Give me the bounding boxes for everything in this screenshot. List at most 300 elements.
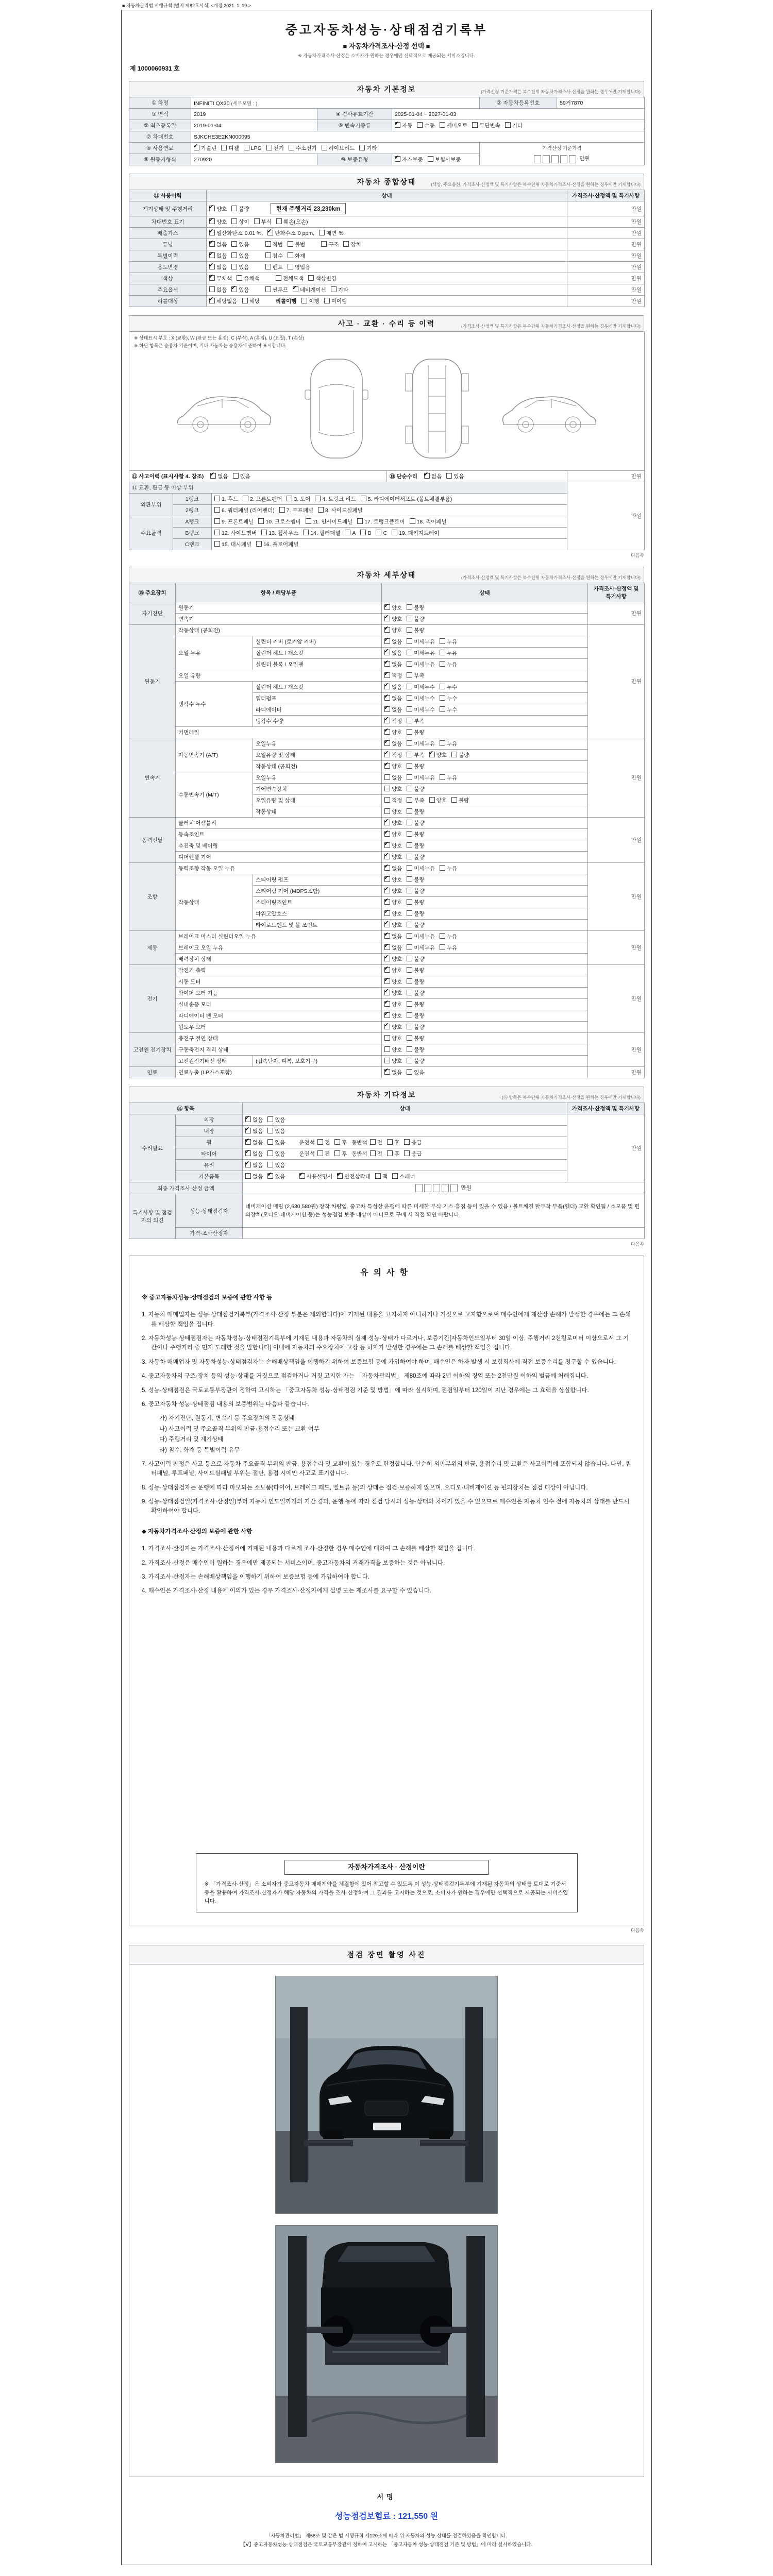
checkbox-option — [242, 297, 260, 305]
checkbox[interactable] — [429, 752, 435, 757]
checkbox-option — [209, 286, 227, 294]
checkbox[interactable] — [288, 252, 293, 258]
checkbox-label: 침수 — [272, 253, 283, 259]
checkbox[interactable] — [384, 672, 390, 678]
price-cell: 만원 — [567, 250, 645, 262]
checkbox[interactable] — [407, 854, 412, 859]
checkbox[interactable] — [384, 1058, 390, 1063]
checkbox[interactable] — [384, 616, 390, 621]
checkbox[interactable] — [384, 706, 390, 712]
checkbox[interactable] — [440, 740, 445, 746]
amount-digit-box — [433, 1184, 440, 1192]
checkbox[interactable] — [392, 1173, 398, 1179]
checkbox[interactable] — [407, 786, 412, 791]
col-state: 상태 — [382, 583, 588, 602]
checkbox[interactable] — [261, 530, 267, 535]
checkbox[interactable] — [384, 967, 390, 973]
checkbox[interactable] — [245, 1116, 251, 1122]
checkbox[interactable] — [244, 145, 249, 150]
checkbox[interactable] — [375, 1173, 381, 1179]
checkbox[interactable] — [384, 695, 390, 701]
col-price: 가격조사·산정액 및 특기사항 — [567, 190, 645, 201]
car-name-value — [191, 97, 480, 109]
misc-row — [129, 1126, 645, 1137]
checkbox[interactable] — [233, 473, 239, 479]
checkbox[interactable] — [429, 797, 435, 803]
checkbox[interactable] — [407, 808, 412, 814]
checkbox-option — [407, 774, 435, 782]
checkbox[interactable] — [318, 507, 324, 513]
price-cell: 만원 — [588, 965, 645, 1033]
notice-item: 3. 자동차 매매업자 및 자동차성능·상태점검자는 손해배상책임을 이행하기 위하여 보증보험 등에 가입하여야 하며, 매수인은 하자 발생 시 보험회사에 직접 보증수리를 청구할 수 있습니다. — [142, 1359, 616, 1365]
checkbox[interactable] — [245, 1128, 251, 1133]
checkbox[interactable] — [265, 241, 271, 247]
checkbox[interactable] — [407, 820, 412, 825]
checkbox-option — [440, 933, 457, 940]
checkbox[interactable] — [384, 933, 390, 939]
base-price-label: 가격산정 기준가격 — [542, 146, 582, 152]
checkbox[interactable] — [231, 252, 237, 258]
option-group-label: 운전석 — [299, 1151, 315, 1157]
checkbox[interactable] — [384, 774, 390, 780]
checkbox[interactable] — [384, 956, 390, 961]
checkbox-option — [337, 1173, 371, 1180]
checkbox[interactable] — [407, 876, 412, 882]
checkbox[interactable] — [384, 865, 390, 871]
checkbox[interactable] — [407, 933, 412, 939]
checkbox-option — [384, 1001, 402, 1008]
checkbox-option — [276, 218, 308, 226]
checkbox[interactable] — [407, 638, 412, 644]
checkbox[interactable] — [337, 1173, 343, 1179]
checkbox[interactable] — [440, 933, 445, 939]
checkbox-label: 미세누수 — [414, 684, 435, 690]
car-side-right-diagram — [499, 378, 602, 440]
checkbox[interactable] — [267, 1128, 273, 1133]
checkbox[interactable] — [384, 797, 390, 803]
checkbox[interactable] — [360, 530, 366, 535]
row-state — [382, 976, 588, 988]
checkbox[interactable] — [505, 122, 511, 128]
checkbox[interactable] — [384, 638, 390, 644]
checkbox[interactable] — [384, 842, 390, 848]
checkbox[interactable] — [265, 252, 271, 258]
checkbox[interactable] — [306, 518, 311, 524]
checkbox[interactable] — [428, 156, 433, 162]
checkbox[interactable] — [407, 967, 412, 973]
subitem-label: 실린더 커버 (로커암 커버) — [253, 636, 382, 648]
checkbox[interactable] — [370, 1139, 376, 1145]
checkbox[interactable] — [289, 145, 294, 150]
checkbox[interactable] — [440, 944, 445, 950]
checkbox[interactable] — [451, 752, 457, 757]
checkbox[interactable] — [194, 145, 199, 150]
checkbox[interactable] — [370, 1150, 376, 1156]
checkbox[interactable] — [407, 604, 412, 610]
checkbox[interactable] — [243, 496, 248, 501]
checkbox[interactable] — [301, 298, 307, 303]
checkbox[interactable] — [334, 1139, 340, 1145]
checkbox[interactable] — [214, 530, 220, 535]
checkbox[interactable] — [267, 1162, 273, 1167]
checkbox[interactable] — [384, 831, 390, 837]
checkbox[interactable] — [407, 672, 412, 678]
checkbox[interactable] — [440, 684, 445, 689]
checkbox[interactable] — [407, 1069, 412, 1075]
checkbox-label: 10. 크로스멤버 — [265, 519, 301, 525]
checkbox[interactable] — [317, 1139, 323, 1145]
checkbox[interactable] — [407, 910, 412, 916]
checkbox-label: 사용설명서 — [306, 1174, 333, 1180]
checkbox[interactable] — [209, 230, 215, 235]
checkbox-option — [407, 728, 424, 736]
checkbox[interactable] — [209, 241, 215, 247]
checkbox[interactable] — [440, 865, 445, 871]
checkbox[interactable] — [384, 763, 390, 769]
checkbox-label: 없음 — [392, 945, 402, 951]
inspection-photo-underbody — [275, 2225, 498, 2463]
checkbox[interactable] — [276, 275, 281, 281]
checkbox-label: 없음 — [253, 1117, 263, 1123]
check-group — [265, 263, 315, 271]
checkbox-option — [407, 1069, 424, 1076]
checkbox[interactable] — [387, 1139, 393, 1145]
checkbox[interactable] — [209, 252, 215, 258]
checkbox[interactable] — [440, 774, 445, 780]
checkbox[interactable] — [407, 627, 412, 633]
checkbox-option — [440, 638, 457, 646]
checkbox[interactable] — [245, 1150, 251, 1156]
checkbox[interactable] — [407, 774, 412, 780]
checkbox[interactable] — [451, 797, 457, 803]
checkbox[interactable] — [407, 616, 412, 621]
checkbox[interactable] — [440, 638, 445, 644]
checkbox-label: 매연 — [326, 230, 337, 236]
checkbox-option — [407, 683, 435, 691]
checkbox[interactable] — [384, 876, 390, 882]
checkbox[interactable] — [334, 1150, 340, 1156]
checkbox[interactable] — [384, 718, 390, 723]
checkbox-option — [384, 887, 402, 895]
checkbox[interactable] — [287, 496, 292, 501]
checkbox[interactable] — [315, 496, 321, 501]
checkbox[interactable] — [424, 473, 430, 479]
checkbox[interactable] — [214, 518, 220, 524]
checkbox[interactable] — [210, 473, 216, 479]
checkbox[interactable] — [384, 627, 390, 633]
checkbox[interactable] — [209, 286, 215, 292]
checkbox[interactable] — [361, 496, 366, 501]
checkbox-option — [384, 626, 402, 634]
checkbox[interactable] — [303, 530, 309, 535]
checkbox[interactable] — [440, 695, 445, 701]
accident-history-header — [129, 315, 644, 331]
checkbox[interactable] — [440, 661, 445, 667]
checkbox[interactable] — [237, 275, 242, 281]
checkbox[interactable] — [384, 888, 390, 893]
checkbox[interactable] — [407, 944, 412, 950]
checkbox[interactable] — [384, 1024, 390, 1029]
checkbox[interactable] — [407, 842, 412, 848]
detail-row — [129, 942, 645, 954]
notice-item: 1. 가격조사·산정자는 가격조사·산정서에 기재된 내용과 다르게 조사·산정한 경우 매수인에 대하여 그 손해를 배상할 책임을 집니다. — [142, 1546, 475, 1552]
checkbox[interactable] — [322, 145, 327, 150]
checkbox[interactable] — [265, 264, 271, 269]
checkbox-label: 양호 — [216, 206, 227, 212]
checkbox[interactable] — [404, 1139, 410, 1145]
checkbox[interactable] — [384, 1069, 390, 1075]
checkbox[interactable] — [299, 1173, 305, 1179]
checkbox[interactable] — [245, 1162, 251, 1167]
checkbox[interactable] — [245, 1173, 251, 1179]
checkbox[interactable] — [440, 650, 445, 655]
checkbox[interactable] — [231, 286, 237, 292]
checkbox-option — [407, 876, 424, 884]
checkbox[interactable] — [293, 286, 298, 292]
notice-item: 3. 가격조사·산정자는 손해배상책임을 이행하기 위하여 보증보험 등에 가입하여야 합니다. — [142, 1574, 370, 1581]
insurance-label: 성능점검보험료 : — [334, 2512, 396, 2521]
checkbox[interactable] — [384, 1012, 390, 1018]
checkbox-label: 없음 — [253, 1128, 263, 1134]
checkbox[interactable] — [317, 1150, 323, 1156]
checkbox[interactable] — [242, 298, 248, 303]
checkbox[interactable] — [407, 797, 412, 803]
checkbox[interactable] — [231, 241, 237, 247]
signature-area — [129, 2492, 644, 2549]
checkbox-label: 자동 — [402, 123, 413, 129]
checkbox[interactable] — [214, 496, 220, 501]
checkbox[interactable] — [384, 604, 390, 610]
page-title: 중고자동차성능·상태점검기록부 — [285, 23, 488, 37]
vin-value: SJKCHE3E2KN000095 — [191, 131, 645, 143]
checkbox[interactable] — [384, 922, 390, 927]
row-state — [382, 670, 588, 682]
checkbox[interactable] — [231, 264, 237, 269]
checkbox[interactable] — [221, 145, 227, 150]
checkbox[interactable] — [384, 899, 390, 905]
price-cell: 만원 — [567, 296, 645, 307]
outer-panel-label: 외판부위 — [129, 494, 173, 516]
checkbox-option — [315, 495, 356, 503]
checkbox-label: 불량 — [414, 809, 425, 815]
checkbox[interactable] — [407, 1001, 412, 1007]
checkbox[interactable] — [384, 1001, 390, 1007]
checkbox[interactable] — [384, 1035, 390, 1041]
checkbox[interactable] — [359, 145, 365, 150]
checkbox-label: 불량 — [414, 922, 425, 928]
row-label: 계기상태 및 주행거리 — [129, 201, 207, 216]
checkbox[interactable] — [407, 978, 412, 984]
checkbox-label: 있음 — [275, 1174, 285, 1180]
checkbox[interactable] — [407, 831, 412, 837]
checkbox-label: 없음 — [253, 1162, 263, 1168]
checkbox[interactable] — [407, 740, 412, 746]
checkbox[interactable] — [209, 298, 215, 303]
checkbox[interactable] — [324, 298, 330, 303]
checkbox-label: 가솔린 — [201, 145, 217, 151]
notice-item: 9. 성능·상태점검일(가격조사·산정일)부터 자동차 인도일까지의 기간 경과, 운행 등에 따라 점검 당시의 성능·상태와 차이가 있을 수 있으므로 매수인은 자동차 인수 전에 자동차의 상태를 반드시 확인하여야 합니다. — [142, 1499, 630, 1515]
checkbox[interactable] — [446, 473, 452, 479]
detail-row — [129, 976, 645, 988]
checkbox[interactable] — [343, 241, 349, 247]
checkbox[interactable] — [384, 786, 390, 791]
checkbox[interactable] — [384, 729, 390, 735]
checkbox[interactable] — [395, 122, 400, 128]
checkbox[interactable] — [376, 530, 381, 535]
checkbox[interactable] — [407, 650, 412, 655]
check-group — [209, 229, 348, 237]
checkbox-label: 수소전기 — [296, 145, 317, 151]
checkbox[interactable] — [407, 922, 412, 927]
checkbox[interactable] — [265, 286, 271, 292]
checkbox[interactable] — [440, 706, 445, 712]
checkbox[interactable] — [407, 661, 412, 667]
price-cell: 만원 — [567, 216, 645, 228]
checkbox-label: 13. 휠하우스 — [268, 530, 299, 536]
checkbox-label: 누유 — [446, 650, 458, 656]
checkbox[interactable] — [384, 661, 390, 667]
checkbox[interactable] — [331, 286, 337, 292]
checkbox[interactable] — [384, 944, 390, 950]
checkbox[interactable] — [407, 706, 412, 712]
checkbox[interactable] — [404, 1150, 410, 1156]
checkbox-label: 누수 — [446, 707, 458, 713]
price-cell: 만원 — [588, 931, 645, 965]
checkbox[interactable] — [258, 518, 264, 524]
checkbox[interactable] — [308, 275, 314, 281]
checkbox-option — [410, 518, 447, 526]
inspection-photo-front — [275, 1976, 498, 2214]
checkbox-option — [231, 218, 249, 226]
checkbox-label: 6. 쿼터패널 (리어펜더) — [222, 507, 275, 514]
device-label: 고전원 전기장치 — [129, 1033, 176, 1067]
subitem-label: 냉각수 수량 — [253, 716, 382, 727]
checkbox[interactable] — [407, 1024, 412, 1029]
checkbox[interactable] — [319, 230, 325, 235]
checkbox[interactable] — [407, 763, 412, 769]
checkbox[interactable] — [231, 218, 237, 224]
checkbox[interactable] — [231, 206, 237, 211]
checkbox[interactable] — [384, 650, 390, 655]
checkbox[interactable] — [472, 122, 478, 128]
warranty-options — [392, 154, 480, 165]
rank-label: A랭크 — [173, 516, 212, 528]
checkbox[interactable] — [407, 729, 412, 735]
rank-label: 2랭크 — [173, 505, 212, 516]
checkbox[interactable] — [209, 206, 215, 211]
checkbox[interactable] — [407, 990, 412, 995]
checkbox[interactable] — [288, 264, 293, 269]
checkbox[interactable] — [267, 1116, 273, 1122]
checkbox[interactable] — [209, 218, 215, 224]
checkbox[interactable] — [384, 854, 390, 859]
checkbox-option — [417, 122, 434, 129]
checkbox[interactable] — [395, 156, 400, 162]
checkbox[interactable] — [384, 752, 390, 757]
checkbox[interactable] — [407, 1046, 412, 1052]
price-notice-items — [142, 1539, 631, 1601]
checkbox[interactable] — [384, 684, 390, 689]
checkbox[interactable] — [384, 910, 390, 916]
section-title: 자동차 세부상태 — [357, 571, 416, 579]
checkbox-label: B — [367, 530, 372, 536]
checkbox[interactable] — [267, 1139, 273, 1145]
checkbox[interactable] — [407, 888, 412, 893]
checkbox[interactable] — [321, 241, 327, 247]
checkbox[interactable] — [407, 718, 412, 723]
row-state — [382, 1056, 588, 1067]
checkbox[interactable] — [267, 1173, 273, 1179]
checkbox-label: 양호 — [436, 798, 447, 804]
checkbox[interactable] — [410, 518, 415, 524]
checkbox-option — [407, 933, 435, 940]
row-state — [207, 216, 567, 228]
checkbox[interactable] — [407, 865, 412, 871]
checkbox[interactable] — [276, 218, 282, 224]
checkbox[interactable] — [392, 530, 397, 535]
checkbox[interactable] — [267, 230, 273, 235]
checkbox[interactable] — [245, 1139, 251, 1145]
item-label: 수동변속기 (M/T) — [176, 772, 253, 818]
checkbox[interactable] — [407, 1058, 412, 1063]
checkbox[interactable] — [209, 264, 215, 269]
checkbox[interactable] — [407, 1012, 412, 1018]
checkbox[interactable] — [266, 145, 272, 150]
checkbox-option — [384, 967, 402, 974]
checkbox-label: 14. 필러패널 — [310, 530, 341, 536]
checkbox[interactable] — [407, 684, 412, 689]
checkbox[interactable] — [407, 1035, 412, 1041]
checkbox[interactable] — [440, 122, 445, 128]
checkbox[interactable] — [407, 956, 412, 961]
checkbox[interactable] — [384, 820, 390, 825]
subitem-label: 오일유량 및 상태 — [253, 750, 382, 761]
checkbox-option — [319, 229, 344, 237]
checkbox[interactable] — [384, 808, 390, 814]
checkbox[interactable] — [407, 899, 412, 905]
checkbox[interactable] — [387, 1150, 393, 1156]
checkbox[interactable] — [384, 978, 390, 984]
checkbox-option — [407, 899, 424, 906]
checkbox-option — [384, 955, 402, 963]
final-price-unit: 만원 — [461, 1185, 472, 1191]
checkbox[interactable] — [384, 740, 390, 746]
checkbox-option — [265, 241, 283, 248]
checkbox[interactable] — [209, 275, 215, 281]
checkbox[interactable] — [407, 752, 412, 757]
checkbox[interactable] — [357, 518, 363, 524]
checkbox[interactable] — [384, 990, 390, 995]
checkbox[interactable] — [254, 218, 260, 224]
checkbox[interactable] — [417, 122, 423, 128]
checkbox[interactable] — [267, 1150, 273, 1156]
checkbox-option — [317, 1150, 330, 1158]
checkbox[interactable] — [256, 541, 262, 547]
checkbox[interactable] — [214, 541, 220, 547]
checkbox[interactable] — [214, 507, 220, 513]
photo-section-title: 점검 장면 촬영 사진 — [129, 1945, 644, 1964]
checkbox[interactable] — [288, 241, 293, 247]
checkbox-option — [407, 626, 424, 634]
checkbox-option — [407, 955, 424, 963]
notice-items — [142, 1306, 631, 1521]
checkbox[interactable] — [384, 1046, 390, 1052]
checkbox-option — [407, 1001, 424, 1008]
checkbox[interactable] — [345, 530, 350, 535]
checkbox[interactable] — [407, 695, 412, 701]
checkbox-label: 무채색 — [216, 276, 232, 282]
checkbox[interactable] — [279, 507, 285, 513]
